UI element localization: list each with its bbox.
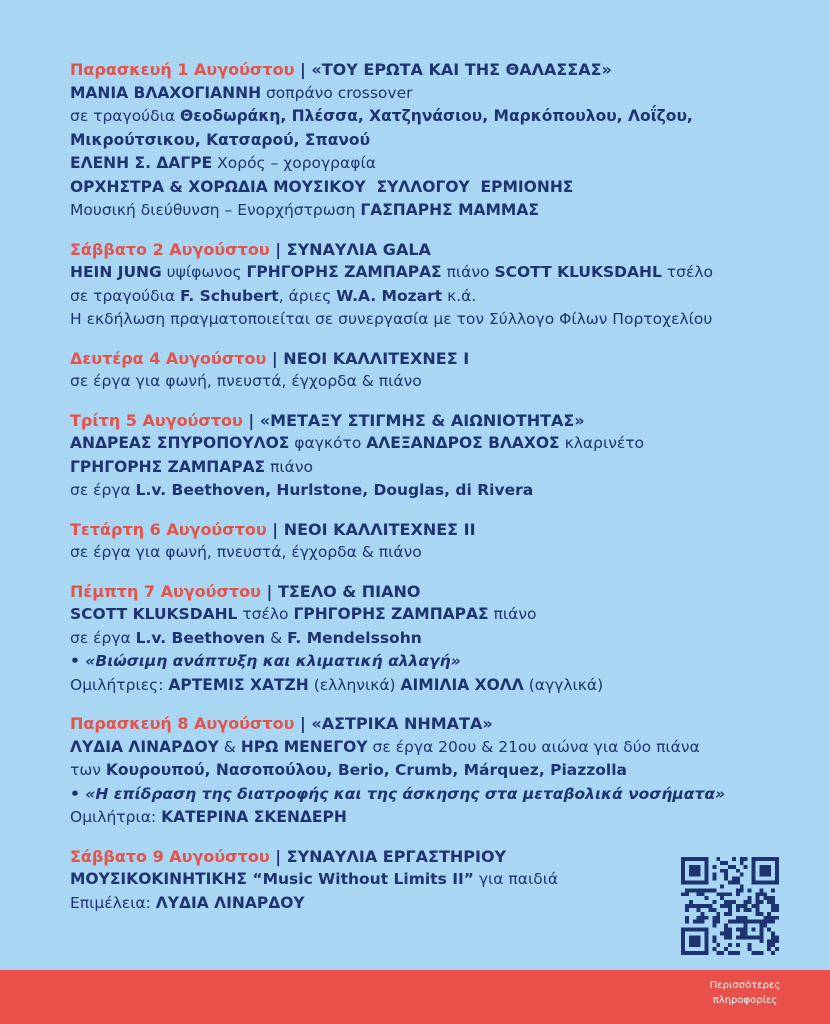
event-date: Σάββατο 2 Αυγούστου	[70, 239, 270, 259]
detail-text: σε έργα για φωνή, πνευστά, έγχορδα & πιάνο	[70, 543, 422, 561]
event-entry	[70, 238, 810, 332]
detail-text: (ελληνικά)	[308, 675, 401, 694]
performer-or-work: L.v. Beethoven, Hurlstone, Douglas, di Rivera	[135, 481, 534, 499]
performer-or-work: ΕΛΕΝΗ Σ. ΔΑΓΡΕ	[70, 154, 213, 172]
event-detail-line	[70, 674, 810, 698]
performer-or-work: Μικρούτσικου, Κατσαρού, Σπανού	[70, 130, 371, 149]
event-detail-line	[70, 152, 810, 176]
performer-or-work: ΓΡΗΓΟΡΗΣ ΖΑΜΠΑΡΑΣ	[246, 263, 442, 281]
detail-text: σοπράνο crossover	[261, 83, 413, 102]
detail-text: κ.ά.	[442, 286, 477, 305]
performer-or-work: ΟΡΧΗΣΤΡΑ & ΧΟΡΩΔΙΑ ΜΟΥΣΙΚΟΥ ΣΥΛΛΟΓΟΥ ΕΡΜΙΟΝΗΣ	[70, 177, 574, 196]
performer-or-work: ΑΛΕΞΑΝΔΡΟΣ ΒΛΑΧΟΣ	[366, 434, 560, 452]
detail-text: (αγγλικά)	[523, 675, 604, 694]
detail-text: Επιμέλεια:	[70, 893, 156, 912]
heading-separator: |	[266, 348, 284, 368]
detail-text: τσέλο	[237, 605, 294, 623]
performer-or-work: F. Schubert	[180, 286, 279, 305]
event-entry	[70, 409, 810, 503]
event-detail-line	[70, 456, 810, 480]
detail-text: Μουσική διεύθυνση – Ενορχήστρωση	[70, 201, 361, 219]
event-heading	[70, 518, 810, 542]
detail-text: , άριες	[278, 286, 337, 305]
heading-separator: |	[269, 846, 287, 866]
performer-or-work: ΜΟΥΣΙΚΟΚΙΝΗΤΙΚΗΣ “Music Without Limits II”	[70, 870, 474, 888]
event-detail-line	[70, 261, 810, 285]
heading-separator: |	[260, 581, 278, 601]
event-date: Παρασκευή 8 Αυγούστου	[70, 714, 295, 733]
event-entry	[70, 712, 810, 830]
event-heading	[70, 238, 810, 262]
event-heading	[70, 712, 810, 736]
event-title: ΤΣΕΛΟ & ΠΙΑΝΟ	[277, 581, 421, 601]
qr-code-icon[interactable]	[681, 857, 779, 955]
detail-text: Ομιλήτρια:	[70, 808, 162, 826]
event-date: Δευτέρα 4 Αυγούστου	[70, 348, 267, 368]
event-detail-line	[70, 603, 810, 627]
event-date: Τετάρτη 6 Αυγούστου	[70, 519, 267, 539]
event-detail-line	[70, 759, 810, 783]
detail-text: σε τραγούδια	[70, 107, 181, 125]
performer-or-work: ΚΑΤΕΡΙΝΑ ΣΚΕΝΔΕΡΗ	[161, 808, 347, 826]
event-detail-line	[70, 105, 810, 129]
performer-or-work: W.A. Mozart	[336, 286, 443, 305]
detail-text: &	[218, 737, 241, 756]
event-detail-line	[70, 783, 810, 807]
event-detail-line	[70, 650, 810, 674]
performer-or-work: ΑΡΤΕΜΙΣ ΧΑΤΖΗ	[168, 675, 309, 694]
event-title: ΝΕΟΙ ΚΑΛΛΙΤΕΧΝΕΣ Ι	[283, 348, 470, 368]
event-detail-line	[70, 308, 810, 332]
event-entry	[70, 347, 810, 394]
detail-text: Χορός – χορογραφία	[212, 154, 376, 172]
event-heading	[70, 409, 810, 433]
program-list	[70, 58, 810, 930]
detail-text: πιάνο	[488, 605, 537, 623]
event-date: Πέμπτη 7 Αυγούστου	[70, 581, 261, 601]
event-detail-line	[70, 129, 810, 153]
detail-text: σε έργα	[70, 628, 136, 647]
heading-separator: |	[294, 60, 312, 79]
footer-bar	[0, 970, 830, 1024]
event-detail-line	[70, 627, 810, 651]
heading-separator: |	[269, 239, 287, 259]
event-title: «ΤΟΥ ΕΡΩΤΑ ΚΑΙ ΤΗΣ ΘΑΛΑΣΣΑΣ»	[311, 60, 612, 79]
event-title: ΣΥΝΑΥΛΙΑ GALA	[286, 239, 431, 259]
detail-text: σε έργα για φωνή, πνευστά, έγχορδα & πιάνο	[70, 372, 422, 390]
detail-text: Η εκδήλωση πραγματοποιείται σε συνεργασία με τον Σύλλογο Φίλων Πορτοχελίου	[70, 310, 713, 328]
event-entry	[70, 58, 810, 223]
performer-or-work: F. Mendelssohn	[287, 628, 422, 647]
detail-text: &	[265, 628, 288, 647]
event-heading	[70, 580, 810, 604]
event-detail-line	[70, 432, 810, 456]
performer-or-work: ΗΡΩ ΜΕΝΕΓΟΥ	[240, 737, 368, 756]
performer-or-work: ΓΡΗΓΟΡΗΣ ΖΑΜΠΑΡΑΣ	[70, 457, 266, 476]
performer-or-work: ΛΥΔΙΑ ΛΙΝΑΡΔΟΥ	[155, 893, 305, 912]
event-entry	[70, 518, 810, 565]
performer-or-work: ΑΝΔΡΕΑΣ ΣΠΥΡΟΠΟΥΛΟΣ	[70, 434, 290, 452]
heading-separator: |	[266, 519, 284, 539]
detail-text: σε έργα 20ου & 21ου αιώνα για δύο πιάνα	[367, 737, 700, 756]
more-info-link[interactable]	[690, 978, 800, 1008]
lecture-title: • «Η επίδραση της διατροφής και της άσκησης στα μεταβολικά νοσήματα»	[70, 784, 726, 803]
event-entry	[70, 580, 810, 698]
detail-text: Ομιλήτριες:	[70, 675, 169, 694]
event-detail-line	[70, 806, 810, 830]
event-detail-line	[70, 82, 810, 106]
event-date: Τρίτη 5 Αυγούστου	[70, 410, 243, 430]
more-info-line1: Περισσότερες	[709, 980, 781, 991]
event-date: Σάββατο 9 Αυγούστου	[70, 846, 270, 866]
event-detail-line	[70, 736, 810, 760]
performer-or-work: ΓΑΣΠΑΡΗΣ ΜΑΜΜΑΣ	[360, 201, 539, 219]
detail-text: υψίφωνος	[161, 263, 247, 281]
event-title: ΝΕΟΙ ΚΑΛΛΙΤΕΧΝΕΣ ΙΙ	[283, 519, 476, 539]
performer-or-work: L.v. Beethoven	[135, 628, 266, 647]
detail-text: κλαρινέτο	[559, 434, 645, 452]
detail-text: πιάνο	[441, 263, 495, 281]
performer-or-work: SCOTT KLUKSDAHL	[494, 263, 662, 281]
heading-separator: |	[242, 410, 260, 430]
event-detail-line	[70, 176, 810, 200]
performer-or-work: Θεοδωράκη, Πλέσσα, Χατζηνάσιου, Μαρκόπουλου, Λοΐζου,	[180, 107, 693, 125]
event-title: «ΜΕΤΑΞΥ ΣΤΙΓΜΗΣ & ΑΙΩΝΙΟΤΗΤΑΣ»	[259, 410, 585, 430]
event-detail-line	[70, 285, 810, 309]
detail-text: φαγκότο	[289, 434, 367, 452]
performer-or-work: HEIN JUNG	[70, 263, 162, 281]
event-detail-line	[70, 479, 810, 503]
performer-or-work: ΜΑΝΙΑ ΒΛΑΧΟΓΙΑΝΝΗ	[70, 83, 262, 102]
event-detail-line	[70, 199, 810, 223]
event-title: ΣΥΝΑΥΛΙΑ ΕΡΓΑΣΤΗΡΙΟΥ	[286, 846, 507, 866]
performer-or-work: ΑΙΜΙΛΙΑ ΧΟΛΛ	[400, 675, 524, 694]
heading-separator: |	[294, 714, 312, 733]
event-title: «ΑΣΤΡΙΚΑ ΝΗΜΑΤΑ»	[311, 714, 493, 733]
more-info-line2: πληροφορίες	[712, 995, 778, 1006]
performer-or-work: ΛΥΔΙΑ ΛΙΝΑΡΔΟΥ	[70, 737, 219, 756]
detail-text: τσέλο	[661, 263, 713, 281]
event-heading	[70, 58, 810, 82]
detail-text: πιάνο	[265, 457, 314, 476]
performer-or-work: SCOTT KLUKSDAHL	[70, 605, 238, 623]
detail-text: σε τραγούδια	[70, 286, 181, 305]
lecture-title: • «Βιώσιμη ανάπτυξη και κλιματική αλλαγή»	[70, 652, 461, 670]
detail-text: για παιδιά	[473, 870, 559, 888]
performer-or-work: Κουρουπού, Νασοπούλου, Berio, Crumb, Márquez, Piazzolla	[105, 761, 628, 779]
detail-text: σε έργα	[70, 481, 136, 499]
event-heading	[70, 347, 810, 371]
performer-or-work: ΓΡΗΓΟΡΗΣ ΖΑΜΠΑΡΑΣ	[293, 605, 489, 623]
event-detail-line	[70, 370, 810, 394]
detail-text: των	[70, 761, 106, 779]
event-detail-line	[70, 541, 810, 565]
event-date: Παρασκευή 1 Αυγούστου	[70, 60, 295, 79]
